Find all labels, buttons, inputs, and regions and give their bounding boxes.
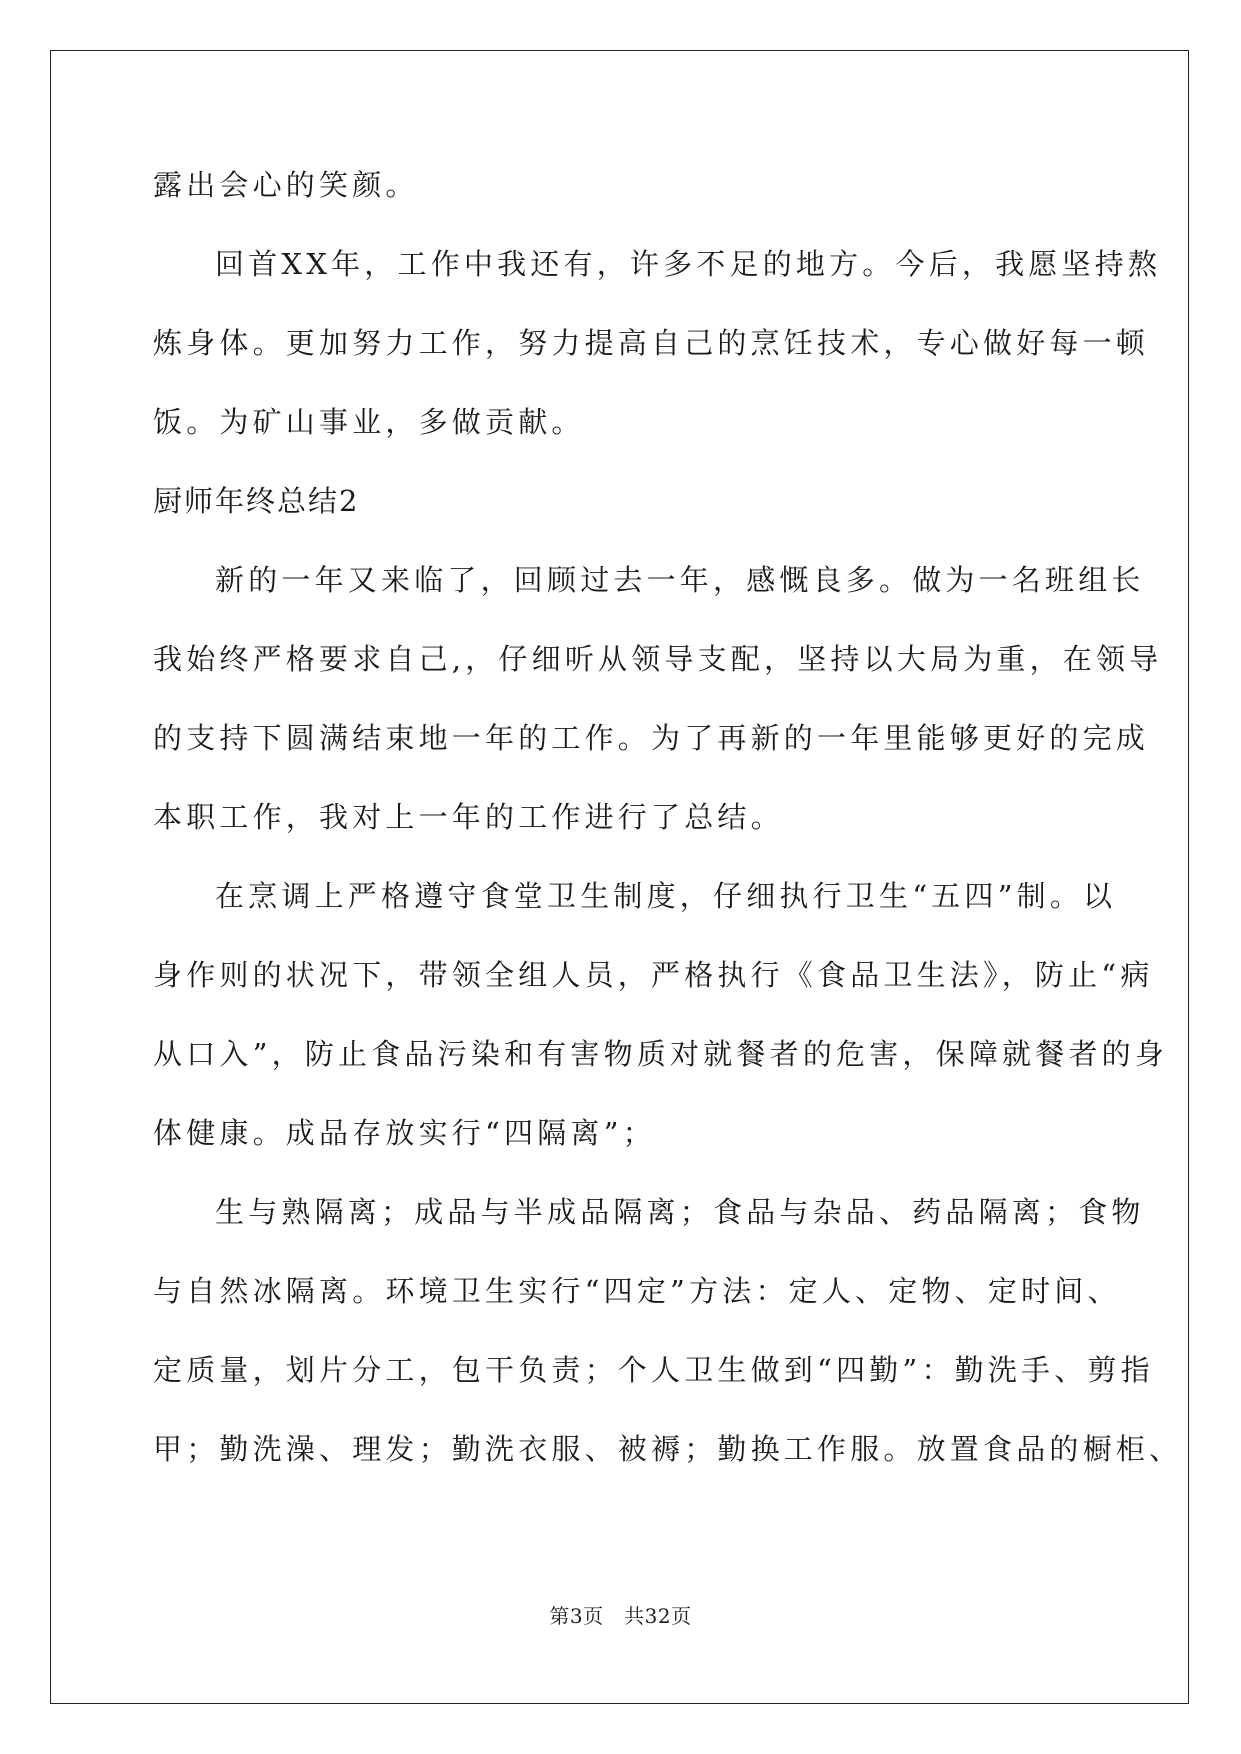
paragraph-start-line: 新的一年又来临了，回顾过去一年，感慨良多。做为一名班组长 xyxy=(215,563,1145,597)
text-line-16: 定质量，划片分工，包干负责；个人卫生做到“四勤”：勤洗手、剪指 xyxy=(153,1353,1154,1387)
text-line-11: 身作则的状况下，带领全组人员，严格执行《食品卫生法》，防止“病 xyxy=(153,958,1154,992)
text-line-13: 体健康。成品存放实行“四隔离”； xyxy=(153,1116,656,1150)
text-line-7: 我始终严格要求自己,，仔细听从领导支配，坚持以大局为重，在领导 xyxy=(153,642,1163,676)
text-line-3: 炼身体。更加努力工作，努力提高自己的烹饪技术，专心做好每一顿 xyxy=(153,326,1150,360)
page-number: 第3页 xyxy=(549,1604,604,1628)
paragraph-start-line: 在烹调上严格遵守食堂卫生制度，仔细执行卫生“五四”制。以 xyxy=(215,879,1117,913)
text-line-12: 从口入”，防止食品污染和有害物质对就餐者的危害，保障就餐者的身 xyxy=(153,1037,1169,1071)
text-line-1: 露出会心的笑颜。 xyxy=(153,168,419,202)
text-line-15: 与自然冰隔离。环境卫生实行“四定”方法：定人、定物、定时间、 xyxy=(153,1274,1121,1308)
text-line-17: 甲；勤洗澡、理发；勤洗衣服、被褥；勤换工作服。放置食品的橱柜、 xyxy=(153,1432,1183,1466)
paragraph-start-line: 生与熟隔离；成品与半成品隔离；食品与杂品、药品隔离；食物 xyxy=(215,1195,1145,1229)
paragraph-start-line: 回首XX年，工作中我还有，许多不足的地方。今后，我愿坚持熬 xyxy=(215,247,1162,281)
section-heading: 厨师年终总结2 xyxy=(153,484,360,518)
page-footer xyxy=(0,1600,1241,1629)
text-line-8: 的支持下圆满结束地一年的工作。为了再新的一年里能够更好的完成 xyxy=(153,721,1150,755)
text-line-4: 饭。为矿山事业，多做贡献。 xyxy=(153,405,585,439)
document-body xyxy=(153,160,1183,1503)
text-line-9: 本职工作，我对上一年的工作进行了总结。 xyxy=(153,800,784,834)
total-pages: 共32页 xyxy=(624,1604,692,1628)
